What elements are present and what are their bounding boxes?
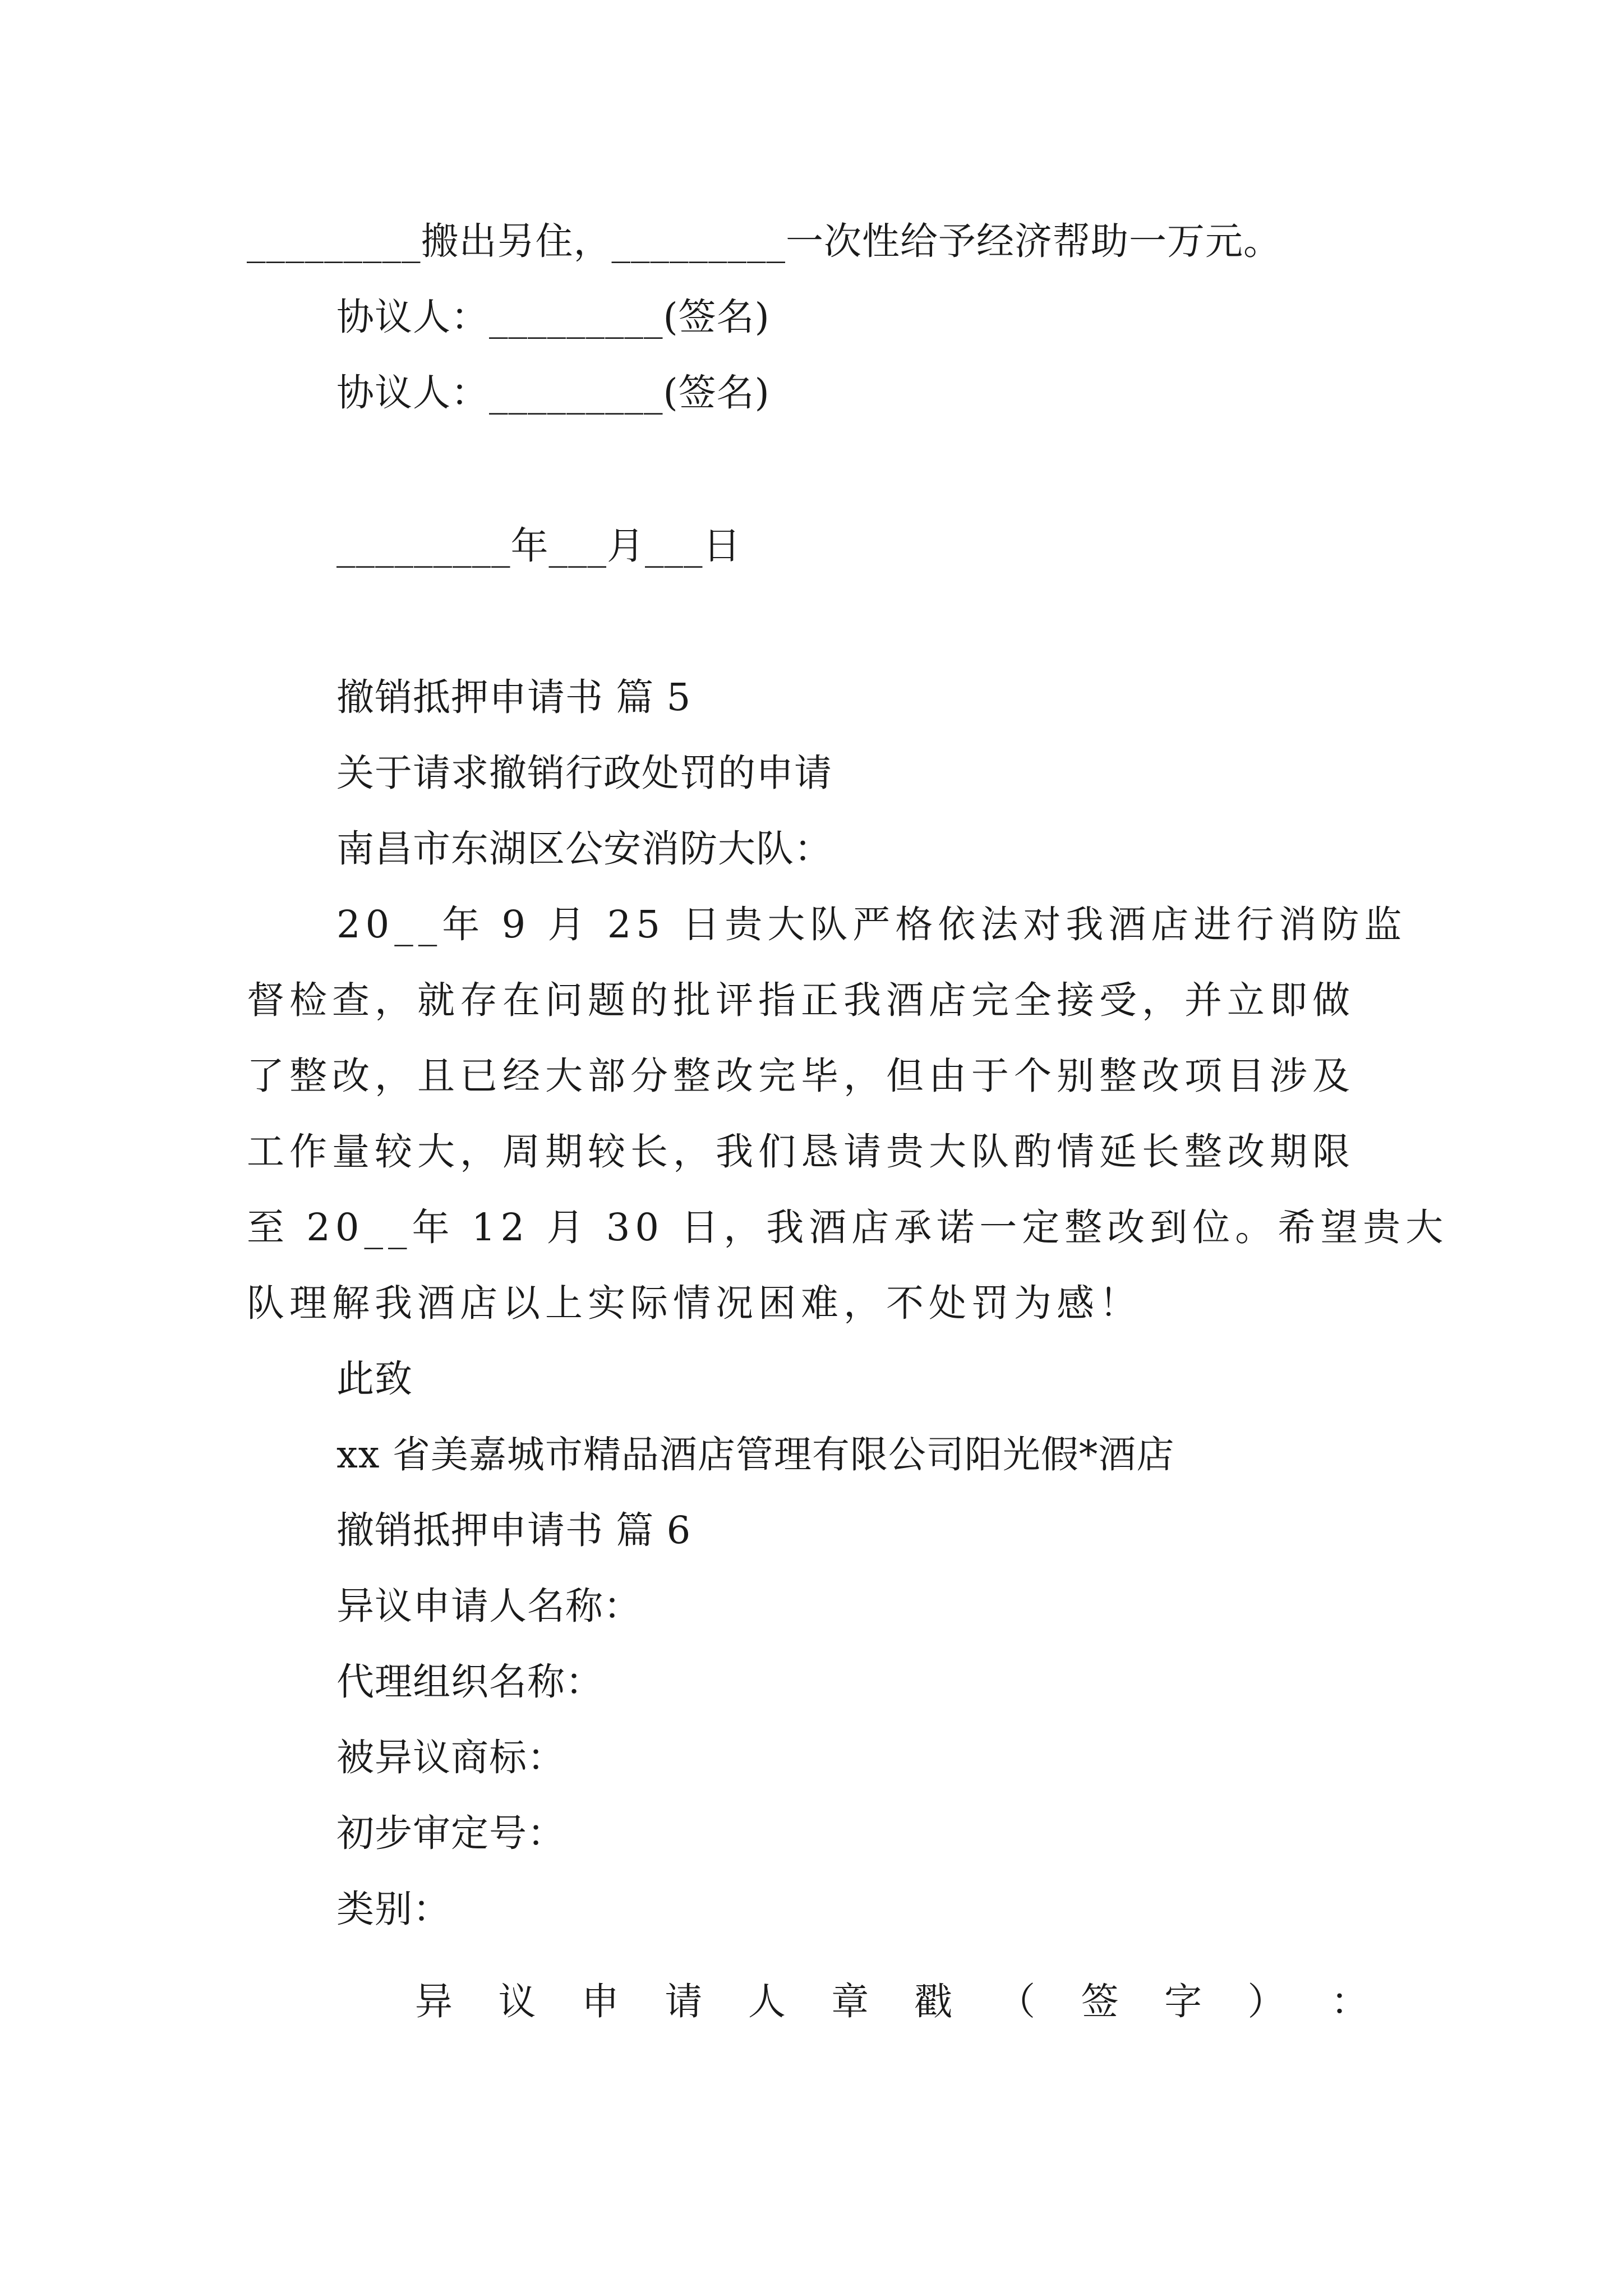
- stamp-char: 议: [498, 1980, 536, 2023]
- stamp-line: [415, 1980, 1368, 2023]
- date-line: _________年___月___日: [336, 524, 741, 568]
- field-agency-name: 代理组织名称：: [336, 1660, 603, 1704]
- stamp-char: 人: [748, 1980, 786, 2023]
- stamp-char: （: [998, 1980, 1036, 2023]
- stamp-char: 章: [831, 1980, 869, 2023]
- stamp-char: 请: [665, 1980, 703, 2023]
- section6-heading: 撤销抵押申请书 篇 6: [336, 1508, 691, 1552]
- body-line-5: 至 20__年 12 月 30 日，我酒店承诺一定整改到位。希望贵大: [247, 1205, 1449, 1249]
- signer-line-1: 协议人：_________(签名): [336, 295, 770, 339]
- agreement-line: _________搬出另住，_________一次性给予经济帮助一万元。: [247, 219, 1281, 263]
- body-line-6: 队理解我酒店以上实际情况困难，不处罚为感！: [247, 1281, 1142, 1325]
- stamp-char: 异: [415, 1980, 453, 2023]
- section5-subject: 关于请求撤销行政处罚的申请: [336, 751, 832, 795]
- field-opposed-trademark: 被异议商标：: [336, 1736, 565, 1779]
- stamp-char: 戳: [914, 1980, 952, 2023]
- body-line-3: 了整改，且已经大部分整改完毕，但由于个别整改项目涉及: [247, 1054, 1355, 1098]
- stamp-char: 签: [1081, 1980, 1119, 2023]
- stamp-char: 申: [581, 1980, 619, 2023]
- section5-recipient: 南昌市东湖区公安消防大队：: [336, 827, 832, 871]
- field-approval-number: 初步审定号：: [336, 1811, 565, 1855]
- stamp-char: ）: [1247, 1980, 1285, 2023]
- body-line-4: 工作量较大，周期较长，我们恳请贵大队酌情延长整改期限: [247, 1130, 1355, 1174]
- body-line-2: 督检查，就存在问题的批评指正我酒店完全接受，并立即做: [247, 978, 1355, 1022]
- body-line-1: 20__年 9 月 25 日贵大队严格依法对我酒店进行消防监: [336, 903, 1407, 946]
- signature-line: xx 省美嘉城市精品酒店管理有限公司阳光假*酒店: [336, 1433, 1175, 1476]
- section5-heading: 撤销抵押申请书 篇 5: [336, 675, 691, 719]
- stamp-char: ：: [1330, 1980, 1368, 2023]
- stamp-char: 字: [1164, 1980, 1202, 2023]
- field-applicant-name: 异议申请人名称：: [336, 1584, 642, 1628]
- field-category: 类别：: [336, 1887, 451, 1931]
- signer-line-2: 协议人：_________(签名): [336, 371, 770, 415]
- closing: 此致: [336, 1357, 413, 1401]
